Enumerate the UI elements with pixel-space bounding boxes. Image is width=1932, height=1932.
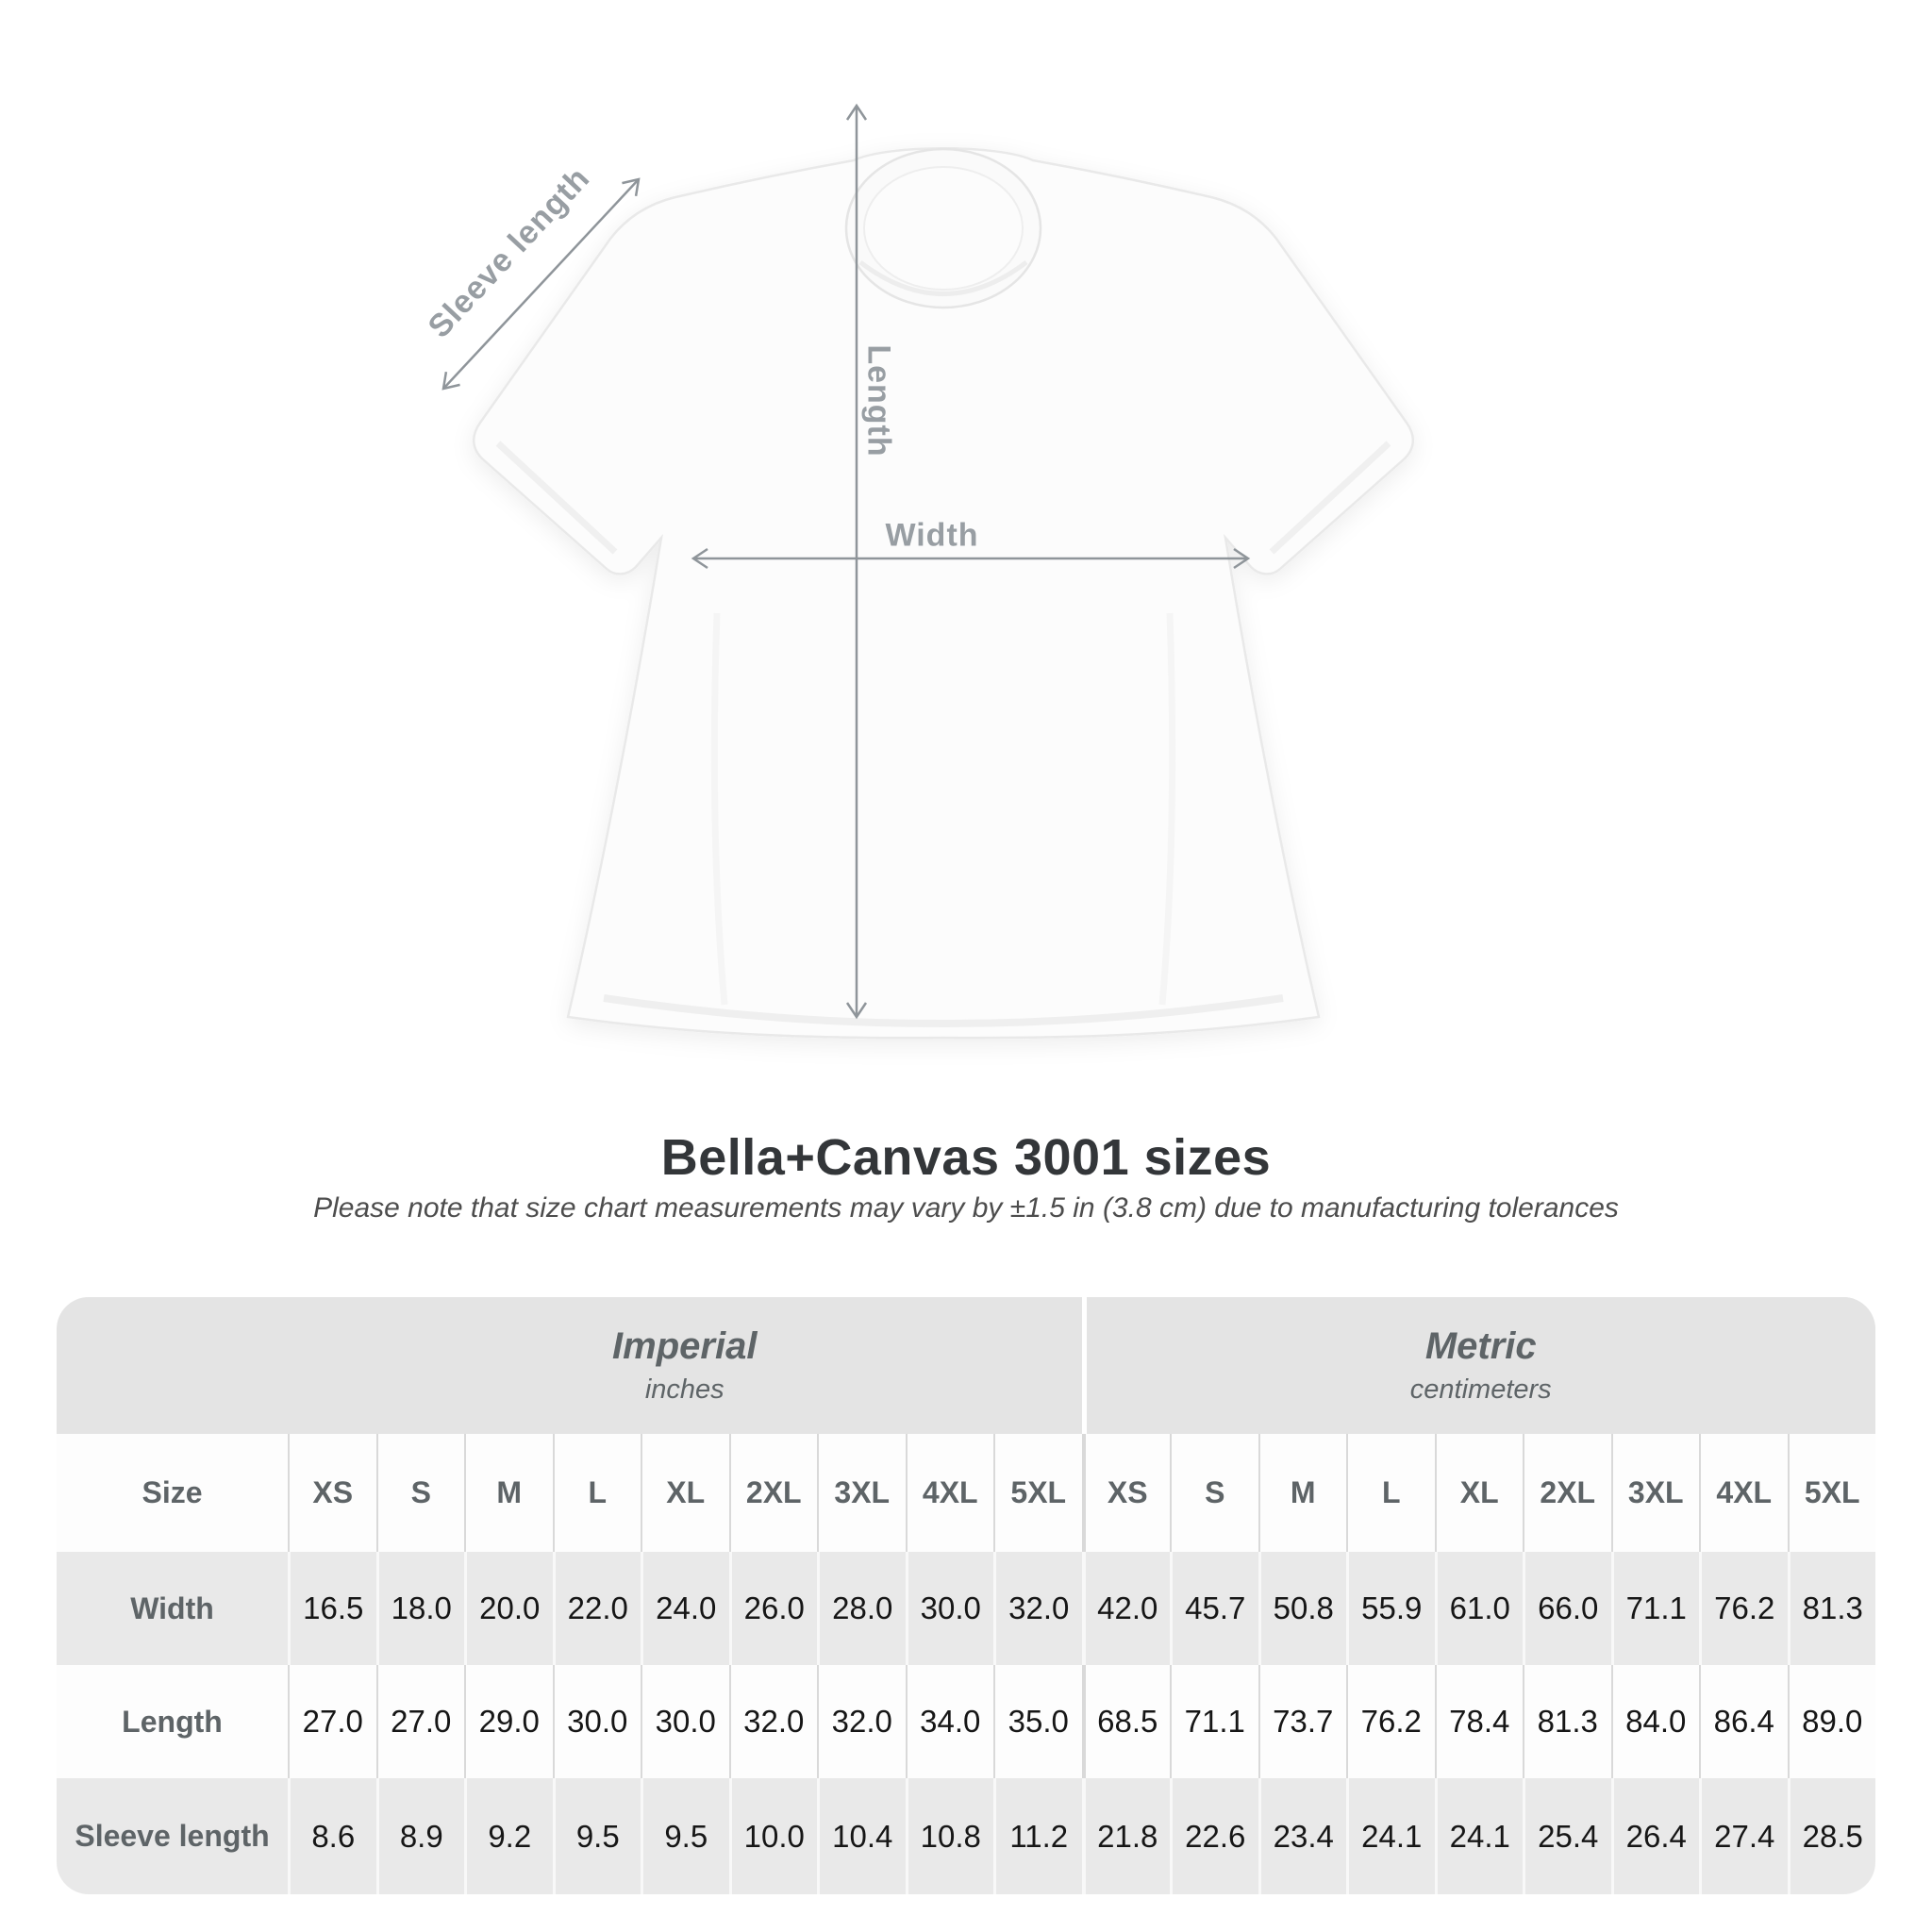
table-cell: 9.5: [553, 1778, 641, 1894]
table-cell: 76.2: [1699, 1552, 1788, 1665]
table-cell: 32.0: [993, 1552, 1082, 1665]
col-header-metric-xs: XS: [1082, 1434, 1171, 1552]
group-header-imperial: [288, 1297, 1082, 1434]
col-header-imperial-m: M: [464, 1434, 553, 1552]
group-header-metric: [1082, 1297, 1876, 1434]
col-header-metric-s: S: [1170, 1434, 1258, 1552]
width-label: Width: [885, 517, 979, 554]
table-cell: 86.4: [1699, 1665, 1788, 1778]
table-cell: 78.4: [1435, 1665, 1524, 1778]
col-header-metric-l: L: [1346, 1434, 1435, 1552]
table-cell: 24.1: [1435, 1778, 1524, 1894]
table-cell: 25.4: [1523, 1778, 1611, 1894]
table-cell: 9.5: [641, 1778, 729, 1894]
table-cell: 16.5: [288, 1552, 376, 1665]
table-cell: 42.0: [1082, 1552, 1171, 1665]
table-cell: 10.0: [729, 1778, 818, 1894]
table-cell: 27.0: [376, 1665, 465, 1778]
table-cell: 81.3: [1788, 1552, 1876, 1665]
table-cell: 10.4: [817, 1778, 906, 1894]
table-cell: 8.6: [288, 1778, 376, 1894]
table-cell: 9.2: [464, 1778, 553, 1894]
table-cell: 50.8: [1258, 1552, 1347, 1665]
table-cell: 68.5: [1082, 1665, 1171, 1778]
page-subtitle: Please note that size chart measurements may vary by ±1.5 in (3.8 cm) due to manufacturing tolerances: [313, 1192, 1619, 1224]
col-header-imperial-2xl: 2XL: [729, 1434, 818, 1552]
size-header-row: [57, 1434, 1875, 1552]
table-cell: 22.6: [1170, 1778, 1258, 1894]
table-cell: 35.0: [993, 1665, 1082, 1778]
group-metric-label: Metric: [1424, 1325, 1537, 1367]
table-cell: 27.4: [1699, 1778, 1788, 1894]
table-cell: 89.0: [1788, 1665, 1876, 1778]
table-cell: 26.0: [729, 1552, 818, 1665]
table-cell: 84.0: [1611, 1665, 1700, 1778]
table-cell: 73.7: [1258, 1665, 1347, 1778]
table-cell: 21.8: [1082, 1778, 1171, 1894]
col-header-imperial-s: S: [376, 1434, 465, 1552]
row-header-width: Width: [130, 1591, 214, 1625]
table-cell: 30.0: [906, 1552, 994, 1665]
size-table: [57, 1297, 1875, 1894]
col-header-metric-2xl: 2XL: [1523, 1434, 1611, 1552]
table-cell: 81.3: [1523, 1665, 1611, 1778]
col-header-imperial-xl: XL: [641, 1434, 729, 1552]
table-cell: 22.0: [553, 1552, 641, 1665]
col-header-metric-4xl: 4XL: [1699, 1434, 1788, 1552]
table-row-sleeve-length: [57, 1778, 1875, 1894]
group-imperial-sublabel: inches: [644, 1374, 724, 1405]
group-imperial-label: Imperial: [612, 1325, 758, 1367]
group-metric-sublabel: centimeters: [1409, 1374, 1552, 1405]
table-corner-cell: [57, 1297, 288, 1434]
table-cell: 20.0: [464, 1552, 553, 1665]
table-row-length: [57, 1665, 1875, 1778]
table-cell: 32.0: [729, 1665, 818, 1778]
table-cell: 28.0: [817, 1552, 906, 1665]
table-cell: 27.0: [288, 1665, 376, 1778]
table-cell: 28.5: [1788, 1778, 1876, 1894]
collar-inner: [864, 167, 1023, 290]
col-header-imperial-l: L: [553, 1434, 641, 1552]
col-header-metric-3xl: 3XL: [1611, 1434, 1700, 1552]
tshirt-shape: [474, 148, 1413, 1038]
table-cell: 30.0: [553, 1665, 641, 1778]
row-header-length: Length: [122, 1704, 223, 1739]
table-cell: 8.9: [376, 1778, 465, 1894]
col-header-imperial-3xl: 3XL: [817, 1434, 906, 1552]
table-cell: 71.1: [1170, 1665, 1258, 1778]
table-cell: 29.0: [464, 1665, 553, 1778]
size-header-label: Size: [142, 1475, 203, 1509]
table-cell: 30.0: [641, 1665, 729, 1778]
table-cell: 76.2: [1346, 1665, 1435, 1778]
table-cell: 61.0: [1435, 1552, 1524, 1665]
col-header-imperial-4xl: 4XL: [906, 1434, 994, 1552]
table-cell: 11.2: [993, 1778, 1082, 1894]
table-cell: 24.1: [1346, 1778, 1435, 1894]
row-header-sleeve-length: Sleeve length: [75, 1819, 270, 1853]
table-cell: 10.8: [906, 1778, 994, 1894]
table-cell: 18.0: [376, 1552, 465, 1665]
page-title: Bella+Canvas 3001 sizes: [660, 1129, 1272, 1186]
table-cell: 23.4: [1258, 1778, 1347, 1894]
unit-group-row: [57, 1297, 1875, 1434]
table-cell: 71.1: [1611, 1552, 1700, 1665]
table-cell: 34.0: [906, 1665, 994, 1778]
table-cell: 55.9: [1346, 1552, 1435, 1665]
col-header-metric-xl: XL: [1435, 1434, 1524, 1552]
table-cell: 45.7: [1170, 1552, 1258, 1665]
length-label: Length: [860, 344, 897, 458]
table-cell: 66.0: [1523, 1552, 1611, 1665]
table-cell: 26.4: [1611, 1778, 1700, 1894]
table-cell: 24.0: [641, 1552, 729, 1665]
table-cell: 32.0: [817, 1665, 906, 1778]
col-header-imperial-xs: XS: [288, 1434, 376, 1552]
col-header-metric-5xl: 5XL: [1788, 1434, 1876, 1552]
sleeve-length-label: Sleeve length: [421, 159, 597, 345]
col-header-imperial-5xl: 5XL: [993, 1434, 1082, 1552]
table-row-width: [57, 1552, 1875, 1665]
col-header-metric-m: M: [1258, 1434, 1347, 1552]
